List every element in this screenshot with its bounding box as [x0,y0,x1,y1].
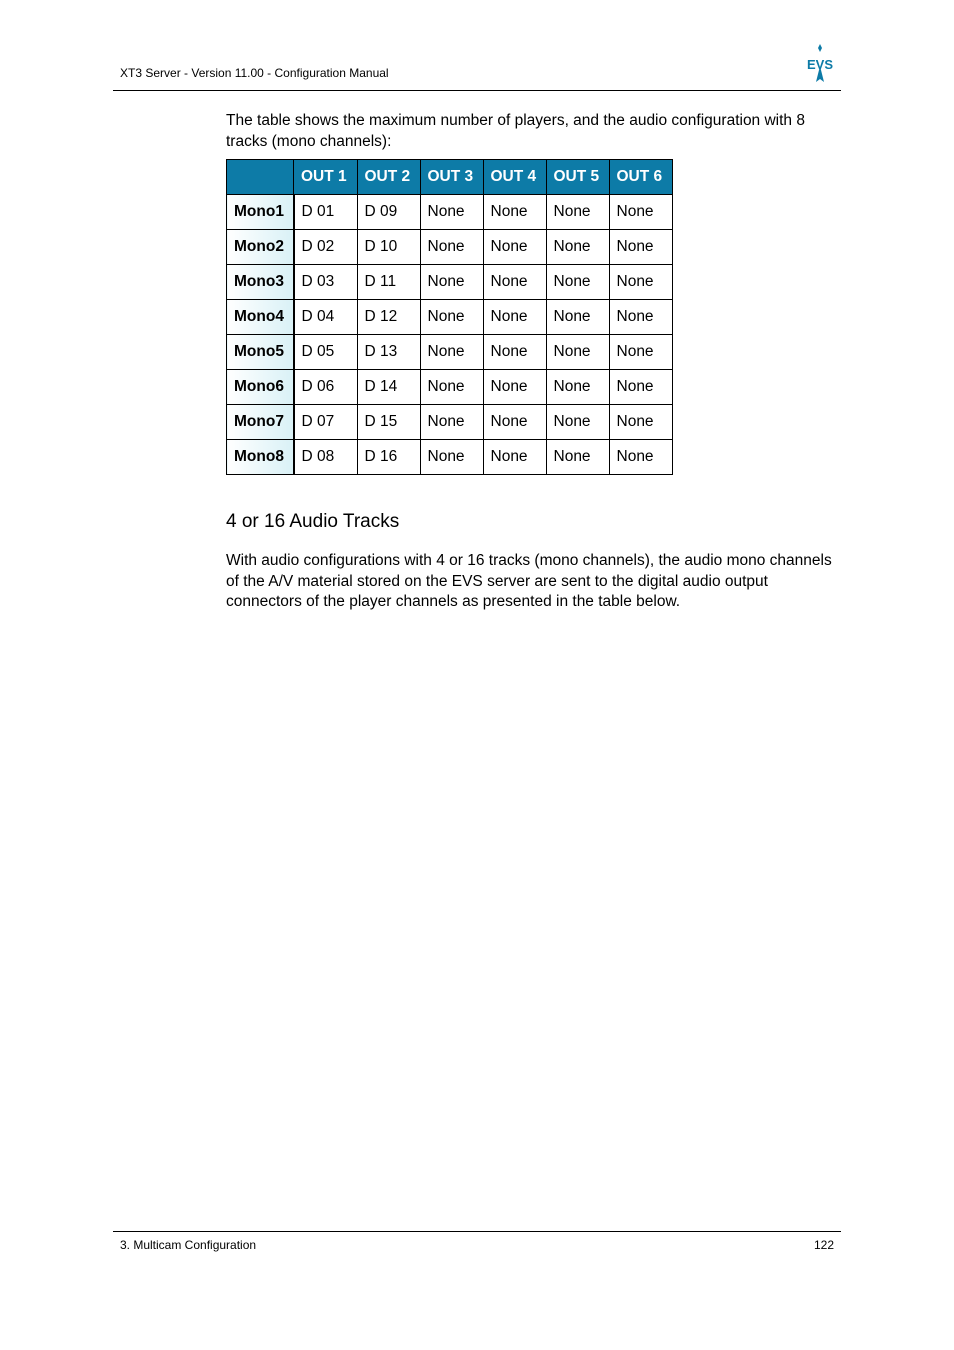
table-cell: None [420,440,483,475]
table-row [227,230,673,265]
table-cell: D 06 [294,370,358,405]
table-row [227,335,673,370]
table-cell: None [420,265,483,300]
table-cell: None [609,230,672,265]
table-cell: D 10 [357,230,420,265]
table-cell: D 04 [294,300,358,335]
footer-divider [113,1231,841,1232]
row-header-cell: Mono6 [227,370,294,405]
header-cell-out1: OUT 1 [294,160,358,195]
table-row [227,265,673,300]
table-cell: None [546,440,609,475]
audio-config-table [226,159,673,475]
table-cell: None [483,300,546,335]
page-number: 122 [813,1238,834,1252]
table-cell: None [546,405,609,440]
row-header-cell: Mono3 [227,265,294,300]
header-cell-out6: OUT 6 [609,160,672,195]
table-cell: D 05 [294,335,358,370]
table-cell: None [420,230,483,265]
table-cell: None [546,195,609,230]
table-row [227,300,673,335]
table-cell: None [546,370,609,405]
table-cell: D 03 [294,265,358,300]
table-cell: D 15 [357,405,420,440]
table-cell: None [420,300,483,335]
table-row [227,195,673,230]
table-cell: None [420,405,483,440]
table-cell: D 01 [294,195,358,230]
table-cell: None [609,195,672,230]
table-cell: None [609,265,672,300]
table-cell: D 07 [294,405,358,440]
evs-logo [804,44,836,84]
header-cell-out3: OUT 3 [420,160,483,195]
table-cell: D 11 [357,265,420,300]
section-body-paragraph: With audio configurations with 4 or 16 tracks (mono channels), the audio mono channels of the A/V material stored on the EVS server are sent to the digital audio output connectors of the player channels as presented in the table below. [226,552,832,610]
table-header-row [227,160,673,195]
table-cell: None [483,405,546,440]
header-cell-corner [227,160,294,195]
table-cell: None [420,335,483,370]
table-cell: None [483,370,546,405]
table-cell: None [546,335,609,370]
table-cell: D 12 [357,300,420,335]
table-cell: None [483,335,546,370]
table-row [227,370,673,405]
table-cell: None [546,265,609,300]
table-cell: None [483,440,546,475]
table-cell: D 13 [357,335,420,370]
table-cell: D 02 [294,230,358,265]
table-cell: None [609,335,672,370]
footer-chapter: 3. Multicam Configuration [120,1238,257,1252]
table-row [227,440,673,475]
row-header-cell: Mono1 [227,195,294,230]
header-cell-out2: OUT 2 [357,160,420,195]
table-row [227,405,673,440]
row-header-cell: Mono7 [227,405,294,440]
row-header-cell: Mono8 [227,440,294,475]
header-cell-out5: OUT 5 [546,160,609,195]
table-cell: None [546,300,609,335]
table-cell: None [483,265,546,300]
header-divider [113,90,841,91]
table-cell: None [609,405,672,440]
header-title: XT3 Server - Version 11.00 - Configuration Manual [120,66,389,80]
row-header-cell: Mono4 [227,300,294,335]
header-cell-out4: OUT 4 [483,160,546,195]
table-cell: None [483,195,546,230]
row-header-cell: Mono5 [227,335,294,370]
row-header-cell: Mono2 [227,230,294,265]
table-cell: D 16 [357,440,420,475]
table-cell: None [420,195,483,230]
table-cell: None [483,230,546,265]
table-cell: None [546,230,609,265]
table-cell: None [420,370,483,405]
table-cell: D 08 [294,440,358,475]
intro-paragraph: The table shows the maximum number of players, and the audio configuration with 8 tracks (mono channels): [226,112,805,150]
table-cell: D 14 [357,370,420,405]
table-cell: None [609,300,672,335]
table-cell: None [609,370,672,405]
table-cell: D 09 [357,195,420,230]
section-heading: 4 or 16 Audio Tracks [226,511,400,532]
table-cell: None [609,440,672,475]
logo-text: EVS [806,57,834,72]
